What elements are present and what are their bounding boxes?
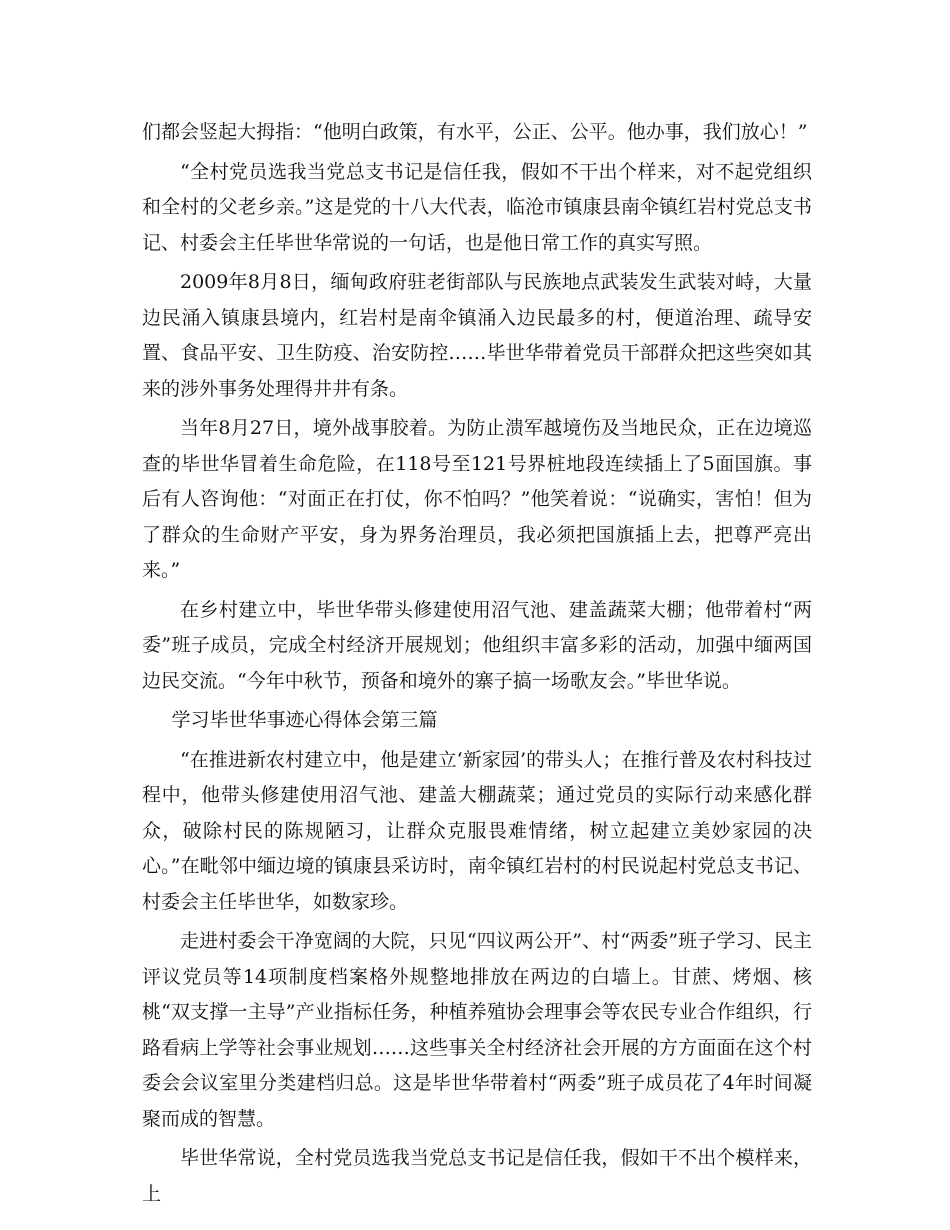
paragraph: “全村党员选我当党总支书记是信任我，假如不干出个样来，对不起党组织和全村的父老乡亲。”这是党的十八大代表，临沧市镇康县南伞镇红岩村党总支书记、村委会主任毕世华常说的一句话，也是他日常工作的真实写照。 (142, 160, 812, 254)
section-heading: 学习毕世华事迹心得体会第三篇 (171, 709, 438, 731)
document-body (142, 115, 812, 1216)
paragraph: “在推进新农村建立中，他是建立‘新家园’的带头人；在推行普及农村科技过程中，他带头修建使用沼气池、建盖大棚蔬菜；通过党员的实际行动来感化群众，破除村民的陈规陋习，让群众克服畏难情绪，树立起建立美妙家园的决心。”在毗邻中缅边境的镇康县采访时，南伞镇红岩村的村民说起村党总支书记、村委会主任毕世华，如数家珍。 (142, 748, 812, 913)
paragraph: 2009年8月8日，缅甸政府驻老街部队与民族地点武装发生武装对峙，大量边民涌入镇康县境内，红岩村是南伞镇涌入边民最多的村，便道治理、疏导安置、食品平安、卫生防疫、治安防控……毕世华带着党员干部群众把这些突如其来的涉外事务处理得井井有条。 (142, 271, 812, 400)
paragraph: 毕世华常说，全村党员选我当党总支书记是信任我，假如干不出个模样来，上 (142, 1147, 812, 1205)
paragraph: 当年8月27日，境外战事胶着。为防止溃军越境伤及当地民众，正在边境巡查的毕世华冒着生命危险，在118号至121号界桩地段连续插上了5面国旗。事后有人咨询他：“对面正在打仗，你不怕吗？”他笑着说：“说确实，害怕！但为了群众的生命财产平安，身为界务治理员，我必须把国旗插上去，把尊严亮出来。” (142, 417, 812, 581)
paragraph: 在乡村建立中，毕世华带头修建使用沼气池、建盖蔬菜大棚；他带着村“两委”班子成员，完成全村经济开展规划；他组织丰富多彩的活动，加强中缅两国边民交流。“今年中秋节，预备和境外的寨子搞一场歌友会。”毕世华说。 (142, 598, 812, 692)
paragraph: 走进村委会干净宽阔的大院，只见“四议两公开”、村“两委”班子学习、民主评议党员等14项制度档案格外规整地排放在两边的白墙上。甘蔗、烤烟、核桃“双支撑一主导”产业指标任务，种植养殖协会理事会等农民专业合作组织，行路看病上学等社会事业规划……这些事关全村经济社会开展的方方面面在这个村委会会议室里分类建档归总。这是毕世华带着村“两委”班子成员花了4年时间凝聚而成的智慧。 (142, 930, 812, 1130)
paragraph: 们都会竖起大拇指：“他明白政策，有水平，公正、公平。他办事，我们放心！” (142, 121, 808, 143)
